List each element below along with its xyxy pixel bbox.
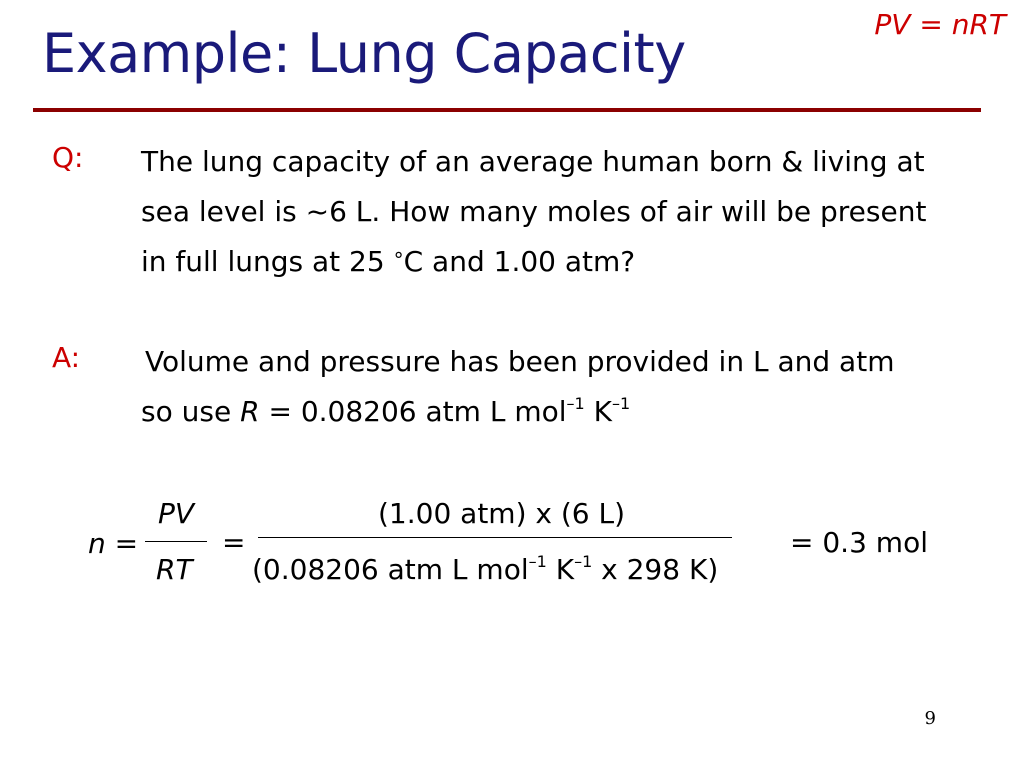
kelvin-exponent: –1 <box>611 393 631 413</box>
answer-line-2 <box>141 387 894 437</box>
lhs-equals: = <box>105 527 139 560</box>
question-line-1: The lung capacity of an average human born & living at <box>141 145 925 178</box>
fraction-1-denominator: RT <box>156 553 193 586</box>
mol-exponent: –1 <box>566 393 585 413</box>
fraction-2-bar <box>258 537 732 538</box>
answer-text <box>141 337 894 437</box>
question-line-2: sea level is ~6 L. How many moles of air will be present <box>141 195 927 228</box>
title-divider <box>33 108 981 112</box>
degree-symbol: ° <box>393 248 404 272</box>
gas-constant-value: = 0.08206 atm L mol <box>259 395 567 428</box>
fraction-1-numerator: PV <box>158 497 195 530</box>
denominator-end: x 298 K) <box>592 553 719 586</box>
answer-label: A: <box>52 341 81 374</box>
question-line-3 <box>141 237 926 289</box>
gas-constant-symbol: R <box>240 395 260 428</box>
fraction-2-numerator: (1.00 atm) x (6 L) <box>378 497 626 530</box>
fraction-1-bar <box>145 541 207 542</box>
question-label: Q: <box>52 141 84 174</box>
question-line-3-end: C and 1.00 atm? <box>403 245 636 278</box>
answer-line-2-start: so use <box>141 395 241 428</box>
equation-result: = 0.3 mol <box>790 526 928 559</box>
answer-line-1: Volume and pressure has been provided in L and atm <box>145 345 895 378</box>
question-line-3-start: in full lungs at 25 <box>141 245 394 278</box>
ideal-gas-law-label: PV = nRT <box>874 8 1006 41</box>
fraction-2-denominator <box>252 553 718 586</box>
denominator-kelvin-exponent: –1 <box>574 551 593 571</box>
equals-sign: = <box>222 526 246 559</box>
denominator-start: (0.08206 atm L mol <box>252 553 529 586</box>
slide-title: Example: Lung Capacity <box>42 22 686 85</box>
moles-symbol: n <box>88 527 106 560</box>
equation-lhs <box>88 527 138 560</box>
page-number: 9 <box>924 708 936 729</box>
denominator-kelvin: K <box>546 553 575 586</box>
denominator-mol-exponent: –1 <box>528 551 547 571</box>
question-text <box>141 137 926 289</box>
kelvin-unit: K <box>584 395 612 428</box>
